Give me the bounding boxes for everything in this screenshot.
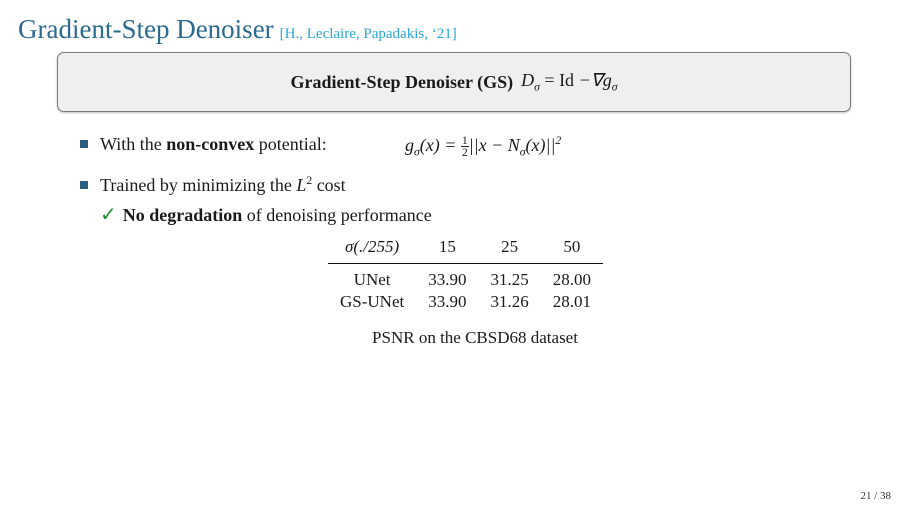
formula-l: L: [296, 175, 307, 195]
table-header: σ(./255): [328, 235, 416, 264]
formula-grad: −∇g: [574, 70, 612, 91]
bullet-text: potential:: [254, 134, 327, 154]
page-number: 21 / 38: [860, 490, 891, 502]
formula-eq: =: [539, 70, 560, 91]
formula-l-sup: 2: [306, 174, 313, 187]
formula-id: Id: [559, 70, 575, 91]
table-row: [328, 264, 603, 292]
check-bold: No degradation: [122, 205, 243, 225]
table-cell: UNet: [353, 270, 391, 289]
table-cell: GS-UNet: [340, 292, 405, 311]
table-header: 15: [416, 235, 478, 264]
check-item: [100, 202, 432, 227]
bullet-potential: [80, 133, 562, 160]
table-cell: 31.26: [490, 292, 529, 311]
table-cell: 28.00: [552, 270, 591, 289]
formula-norm: ||x − N: [468, 135, 520, 155]
frac-den: 2: [461, 146, 468, 160]
bullet-training: [80, 174, 346, 196]
fraction: [461, 135, 469, 159]
formula-arg: (x) =: [419, 135, 461, 155]
title-text: Gradient-Step Denoiser: [18, 14, 274, 44]
table-header-row: [328, 235, 603, 264]
frac-num: 1: [461, 133, 468, 147]
formula-g-sub: σ: [414, 145, 420, 159]
table-row: [328, 291, 603, 313]
bullet-marker: [80, 181, 88, 189]
formula-n-sub: σ: [519, 145, 526, 159]
formula-d: D: [521, 70, 535, 91]
checkmark-icon: ✓: [100, 204, 117, 226]
slide-title: [18, 14, 457, 45]
table-cell: 33.90: [428, 270, 467, 289]
check-text: of denoising performance: [242, 205, 432, 225]
formula-grad-sub: σ: [611, 80, 618, 94]
table-caption: PSNR on the CBSD68 dataset: [372, 328, 578, 347]
formula-exp: 2: [555, 134, 562, 147]
definition-formula: [521, 70, 617, 94]
table-header: 50: [541, 235, 603, 264]
formula-end: (x)||: [525, 135, 556, 155]
definition-label: Gradient-Step Denoiser (GS): [290, 71, 514, 92]
formula-d-sub: σ: [534, 80, 540, 94]
bullet-text: Trained by minimizing the: [100, 175, 297, 195]
psnr-table: [328, 235, 603, 313]
bullet-marker: [80, 140, 88, 148]
citation: [H., Leclaire, Papadakis, ‘21]: [279, 26, 457, 42]
table-cell: 31.25: [490, 270, 529, 289]
bullet-bold: non-convex: [166, 134, 255, 154]
potential-formula: [405, 134, 561, 159]
table-header: 25: [478, 235, 540, 264]
table-cell: 33.90: [428, 292, 467, 311]
bullet-text: cost: [312, 175, 346, 195]
table-cell: 28.01: [552, 292, 591, 311]
formula-g: g: [405, 135, 414, 155]
bullet-text: With the: [100, 134, 167, 154]
definition-block: [57, 52, 851, 112]
